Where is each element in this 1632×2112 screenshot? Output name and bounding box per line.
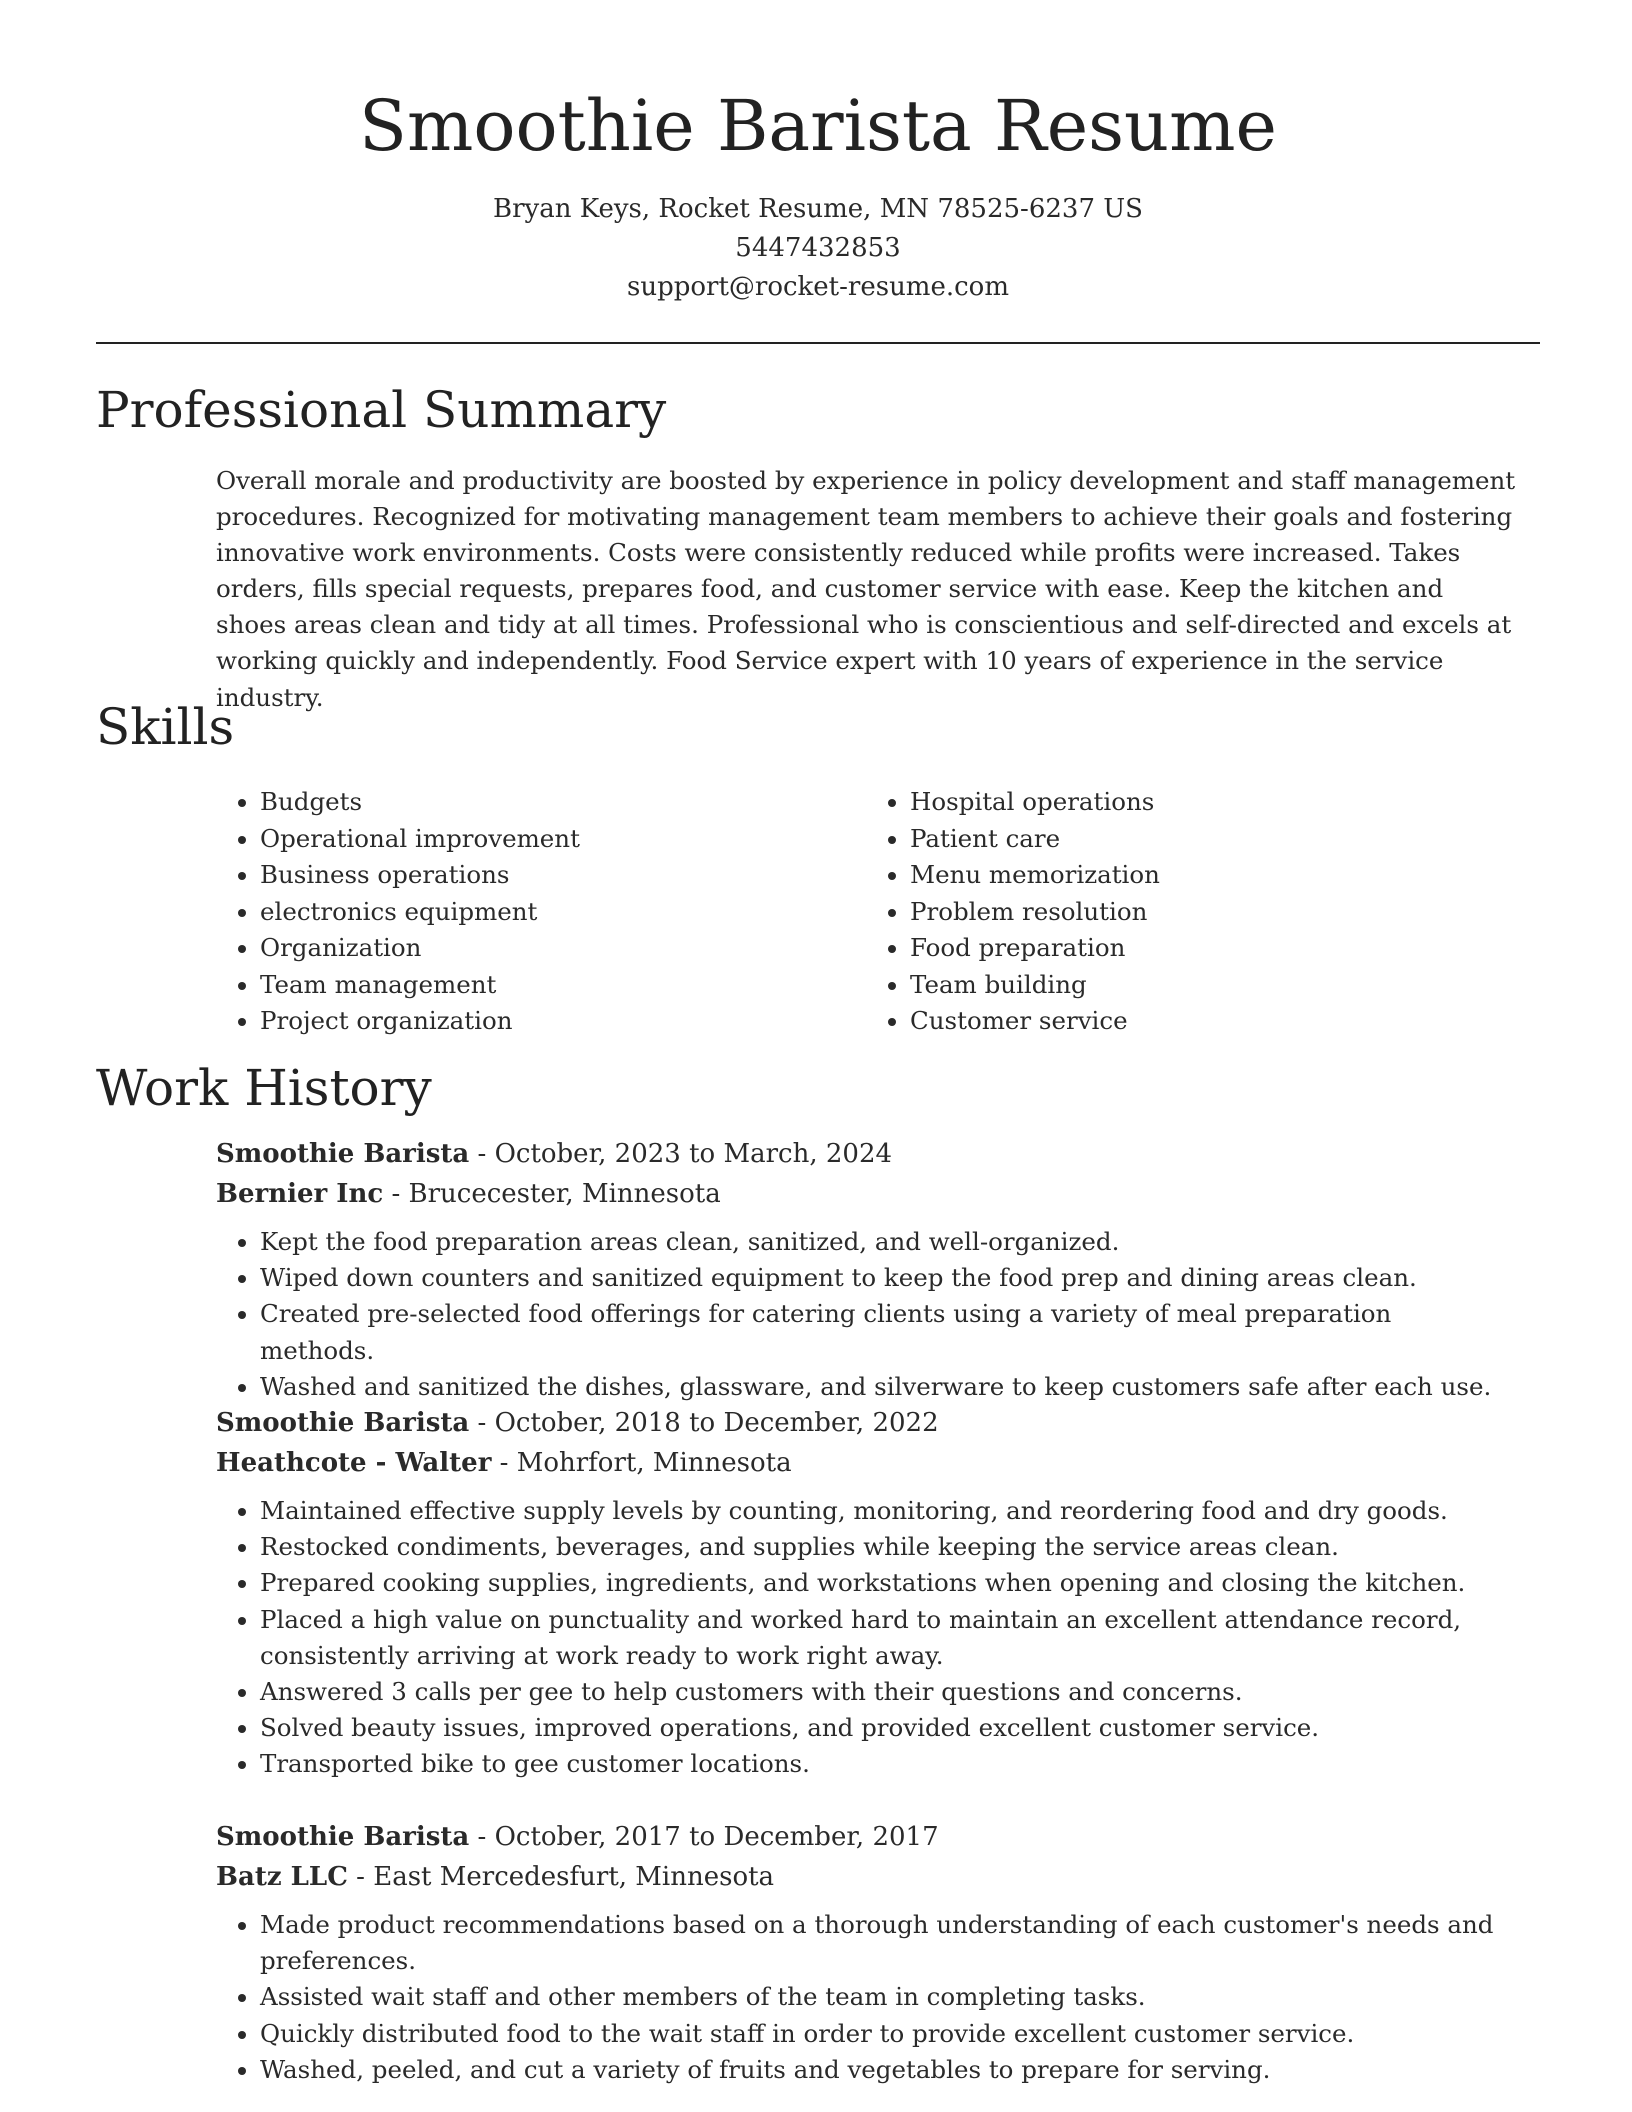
job-location: - Mohrfort, Minnesota (491, 1448, 792, 1478)
job-dates: - October, 2018 to December, 2022 (469, 1408, 939, 1438)
contact-block (96, 190, 1540, 307)
job-entry (216, 1817, 1526, 2088)
job-company-line (216, 1443, 1526, 1483)
job-company-line (216, 1857, 1526, 1897)
skill-item: • Team management (260, 967, 580, 1004)
skill-item: • Organization (260, 930, 580, 967)
job-title-line (216, 1403, 1526, 1443)
job-duty: • Maintained effective supply levels by counting, monitoring, and reordering food and dry goods. (260, 1493, 1526, 1529)
skill-item: • Hospital operations (910, 784, 1160, 821)
job-company: Heathcote - Walter (216, 1448, 492, 1478)
job-duties (216, 1493, 1526, 1783)
job-duty: • Restocked condiments, beverages, and supplies while keeping the service areas clean. (260, 1529, 1526, 1565)
job-company: Batz LLC (216, 1862, 348, 1892)
work-history-heading: Work History (96, 1059, 432, 1117)
skill-item: • Menu memorization (910, 857, 1160, 894)
job-dates: - October, 2023 to March, 2024 (469, 1139, 893, 1169)
header-divider (96, 342, 1540, 344)
job-duty: • Assisted wait staff and other members of the team in completing tasks. (260, 1979, 1526, 2015)
job-company-line (216, 1174, 1526, 1214)
job-title: Smoothie Barista (216, 1139, 470, 1169)
job-duty: • Washed, peeled, and cut a variety of fruits and vegetables to prepare for serving. (260, 2052, 1526, 2088)
resume-title: Smoothie Barista Resume (359, 85, 1277, 167)
job-title: Smoothie Barista (216, 1408, 470, 1438)
job-duty: • Prepared cooking supplies, ingredients, and workstations when opening and closing the kitchen. (260, 1565, 1526, 1601)
contact-address: Bryan Keys, Rocket Resume, MN 78525-6237 US (493, 194, 1143, 224)
job-duties (216, 1907, 1526, 2088)
job-duty: • Solved beauty issues, improved operations, and provided excellent customer service. (260, 1710, 1526, 1746)
contact-phone: 5447432853 (735, 233, 901, 263)
job-duty: • Kept the food preparation areas clean, sanitized, and well-organized. (260, 1224, 1526, 1260)
skills-heading: Skills (96, 698, 235, 756)
summary-text: Overall morale and productivity are boosted by experience in policy development and staff management procedures. Recognized for motivating management team members to achieve their goals and fostering innovative work environments. Costs were consistently reduced while profits were increased. Takes orders, fills special requests, prepares food, and customer service with ease. Keep the kitchen and shoes areas clean and tidy at all times. Professional who is conscientious and self-directed and excels at working quickly and independently. Food Service expert with 10 years of experience in the service industry. (216, 466, 1516, 712)
job-dates: - October, 2017 to December, 2017 (469, 1822, 939, 1852)
skill-item: • Project organization (260, 1003, 580, 1040)
skill-item: • Food preparation (910, 930, 1160, 967)
job-duty: • Answered 3 calls per gee to help customers with their questions and concerns. (260, 1674, 1526, 1710)
contact-email: support@rocket-resume.com (626, 272, 1009, 302)
job-title: Smoothie Barista (216, 1822, 470, 1852)
job-title-line (216, 1134, 1526, 1174)
skill-item: • Problem resolution (910, 894, 1160, 931)
skill-item: • electronics equipment (260, 894, 580, 931)
job-location: - East Mercedesfurt, Minnesota (347, 1862, 775, 1892)
job-duty: • Made product recommendations based on a thorough understanding of each customer's needs and preferences. (260, 1907, 1526, 1979)
skill-item: • Operational improvement (260, 821, 580, 858)
job-duty: • Washed and sanitized the dishes, glassware, and silverware to keep customers safe after each use. (260, 1369, 1526, 1405)
summary-heading: Professional Summary (96, 381, 667, 439)
job-duty: • Wiped down counters and sanitized equipment to keep the food prep and dining areas clean. (260, 1260, 1526, 1296)
job-entry (216, 1134, 1526, 1405)
job-location: - Brucecester, Minnesota (383, 1179, 721, 1209)
job-entry (216, 1403, 1526, 1783)
skill-item: • Team building (910, 967, 1160, 1004)
job-duties (216, 1224, 1526, 1405)
skills-column-1 (216, 784, 580, 1040)
skill-item: • Business operations (260, 857, 580, 894)
job-duty: • Placed a high value on punctuality and worked hard to maintain an excellent attendance record, consistently arriving at work ready to work right away. (260, 1602, 1526, 1674)
job-duty: • Created pre-selected food offerings for catering clients using a variety of meal preparation methods. (260, 1296, 1526, 1368)
skill-item: • Budgets (260, 784, 580, 821)
job-company: Bernier Inc (216, 1179, 384, 1209)
job-duty: • Transported bike to gee customer locations. (260, 1746, 1526, 1782)
skills-column-2 (866, 784, 1160, 1040)
job-duty: • Quickly distributed food to the wait staff in order to provide excellent customer service. (260, 2016, 1526, 2052)
job-title-line (216, 1817, 1526, 1857)
skill-item: • Customer service (910, 1003, 1160, 1040)
skill-item: • Patient care (910, 821, 1160, 858)
